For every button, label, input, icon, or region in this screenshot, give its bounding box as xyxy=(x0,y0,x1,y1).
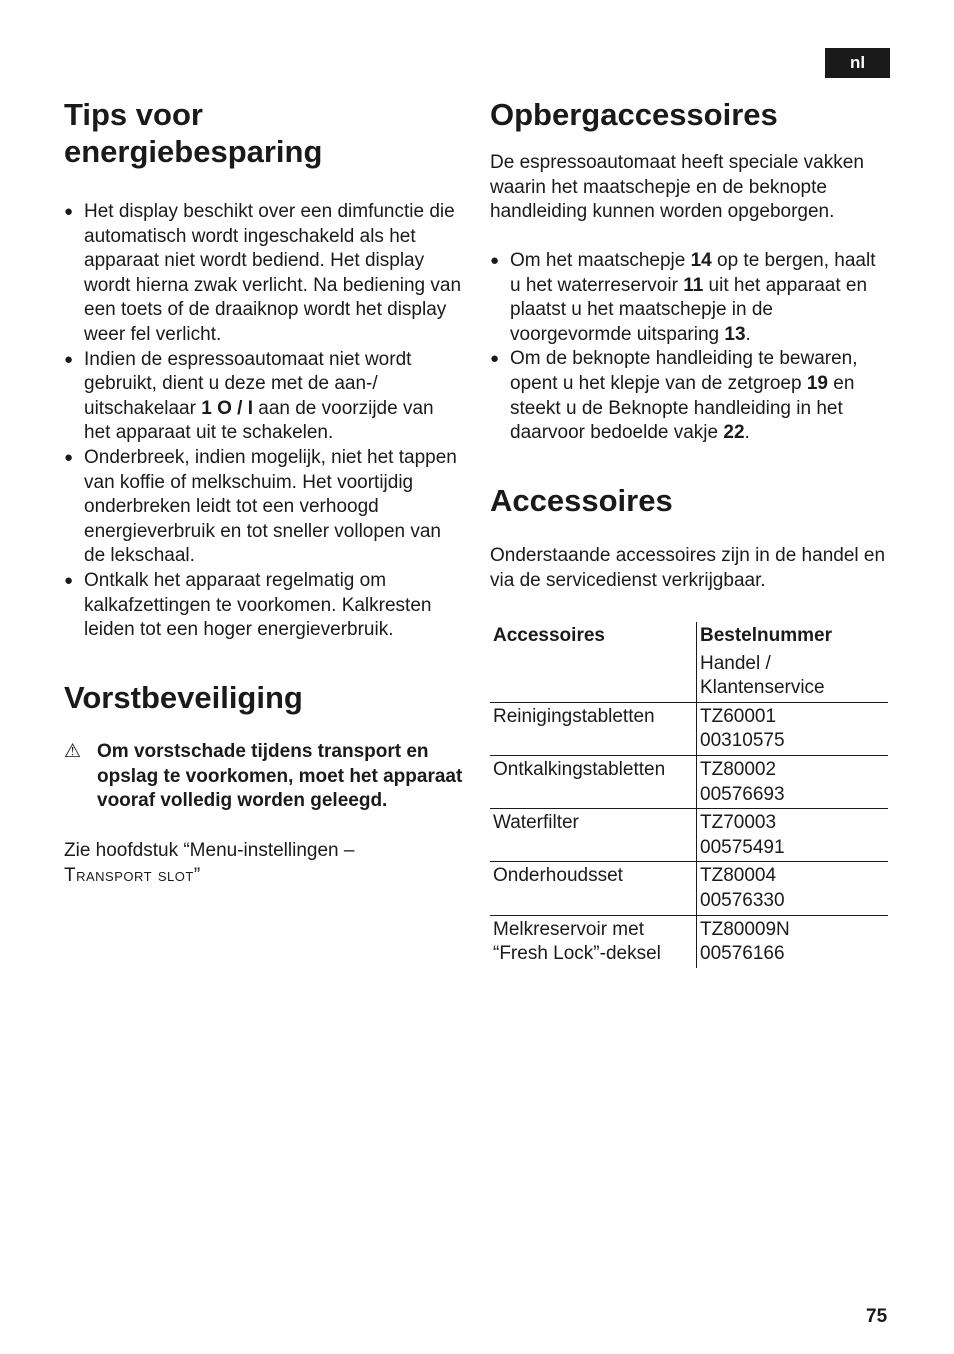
accessories-intro: Onderstaande accessoires zijn in de handel en via de servicedienst verkrijgbaar. xyxy=(490,545,886,591)
bullet-icon: ● xyxy=(64,350,74,368)
header-accessoires: Accessoires xyxy=(493,625,605,646)
item-text: Om het maatschepje xyxy=(510,250,691,271)
list-item xyxy=(64,348,464,446)
part-number: 22 xyxy=(723,422,745,444)
list-item xyxy=(64,200,464,348)
tip-text: Ontkalk het apparaat regelmatig om kalkafzettingen te voorkomen. Kalkresten leiden tot een hoger energieverbruik. xyxy=(84,569,432,641)
list-item xyxy=(490,347,890,445)
table-row xyxy=(490,702,888,755)
storage-list xyxy=(490,249,890,446)
bullet-icon: ● xyxy=(64,203,74,220)
tip-text: Onderbreek, indien mogelijk, niet het tappen van koffie of melkschuim. Het voortijdig onderbreken leidt tot een verhoogd energieverbruik en tot sneller vollopen van de lekschaal. xyxy=(84,446,457,567)
warning-triangle-icon: ⚠ xyxy=(64,741,82,762)
note-text: ” xyxy=(193,864,201,886)
part-number: 14 xyxy=(690,250,712,271)
tips-heading: Tips voor energiebesparing xyxy=(64,97,323,169)
page-number: 75 xyxy=(866,1306,888,1327)
header-bestelnummer: Bestelnummer xyxy=(697,622,889,650)
order-numbers: TZ80004 00576330 xyxy=(697,862,889,915)
list-item xyxy=(490,249,890,347)
tip-text: Het display beschikt over een dimfunctie die automatisch wordt ingeschakeld als het apparaat niet wordt bediend. Het display wordt hierna zwak verlicht. Na bediening van een toets of de draaiknop wordt het display weer fel verlicht. xyxy=(84,201,462,345)
item-text: op te bergen, haalt u het waterreservoir xyxy=(510,250,876,296)
frost-note xyxy=(64,839,464,888)
table-row xyxy=(490,862,888,915)
item-text: uit het apparaat en plaatst u het maatschepje in de voorgevormde uitsparing xyxy=(510,274,868,345)
table-header-row xyxy=(490,622,888,650)
table-row xyxy=(490,915,888,968)
item-text: Om de beknopte handleiding te bewaren, opent u het klepje van de zetgroep xyxy=(510,348,858,394)
order-numbers: TZ80002 00576693 xyxy=(697,755,889,808)
bullet-icon: ● xyxy=(64,448,74,466)
tip-text: aan de voorzijde van het apparaat uit te schakelen. xyxy=(84,397,434,444)
tip-text: Indien de espressoautomaat niet wordt gebruikt, dient u deze met de aan-/ uitschakelaar xyxy=(84,348,412,419)
accessory-name: Ontkalkingstabletten xyxy=(490,755,697,808)
part-number: 19 xyxy=(806,372,828,394)
accessory-name: Waterfilter xyxy=(490,809,697,862)
list-item xyxy=(64,446,464,569)
item-text: . xyxy=(744,422,750,444)
tips-list xyxy=(64,200,464,643)
accessory-name: Onderhoudsset xyxy=(490,862,697,915)
part-number: 13 xyxy=(724,323,746,345)
language-badge: nl xyxy=(825,48,890,78)
table-row xyxy=(490,755,888,808)
item-text: . xyxy=(745,323,751,345)
order-numbers: TZ60001 00310575 xyxy=(697,702,889,755)
frost-warning xyxy=(64,740,474,814)
accessories-heading: Accessoires xyxy=(490,483,673,518)
switch-reference: 1 O / I xyxy=(201,397,253,419)
part-number: 11 xyxy=(683,274,704,296)
note-text: Zie hoofdstuk “Menu-instellingen – xyxy=(64,840,355,861)
item-text: en steekt u de Beknopte handleiding in het daarvoor bedoelde vakje xyxy=(510,372,855,444)
table-row xyxy=(490,809,888,862)
storage-intro: De espressoautomaat heeft speciale vakken waarin het maatschepje en de beknopte handleiding kunnen worden opgeborgen. xyxy=(490,152,864,223)
bullet-icon: ● xyxy=(64,571,74,589)
menu-reference: Transport slot xyxy=(64,864,194,886)
order-numbers: TZ70003 00575491 xyxy=(697,809,889,862)
frost-heading: Vorstbeveiliging xyxy=(64,680,303,715)
subheader-empty-cell xyxy=(490,650,697,703)
bullet-icon: ● xyxy=(490,350,500,368)
accessory-name: Reinigingstabletten xyxy=(490,702,697,755)
list-item xyxy=(64,569,464,643)
storage-heading: Opbergaccessoires xyxy=(490,97,778,132)
order-numbers: TZ80009N 00576166 xyxy=(697,915,889,968)
table-subheader-row xyxy=(490,650,888,703)
accessories-table xyxy=(490,622,888,968)
accessory-name: Melkreservoir met “Fresh Lock”-deksel xyxy=(493,918,661,965)
subheader-trade-service: Handel / Klantenservice xyxy=(697,650,889,703)
warning-text: Om vorstschade tijdens transport en opslag te voorkomen, moet het apparaat vooraf volledig worden geleegd. xyxy=(97,741,463,812)
bullet-icon: ● xyxy=(490,252,500,269)
